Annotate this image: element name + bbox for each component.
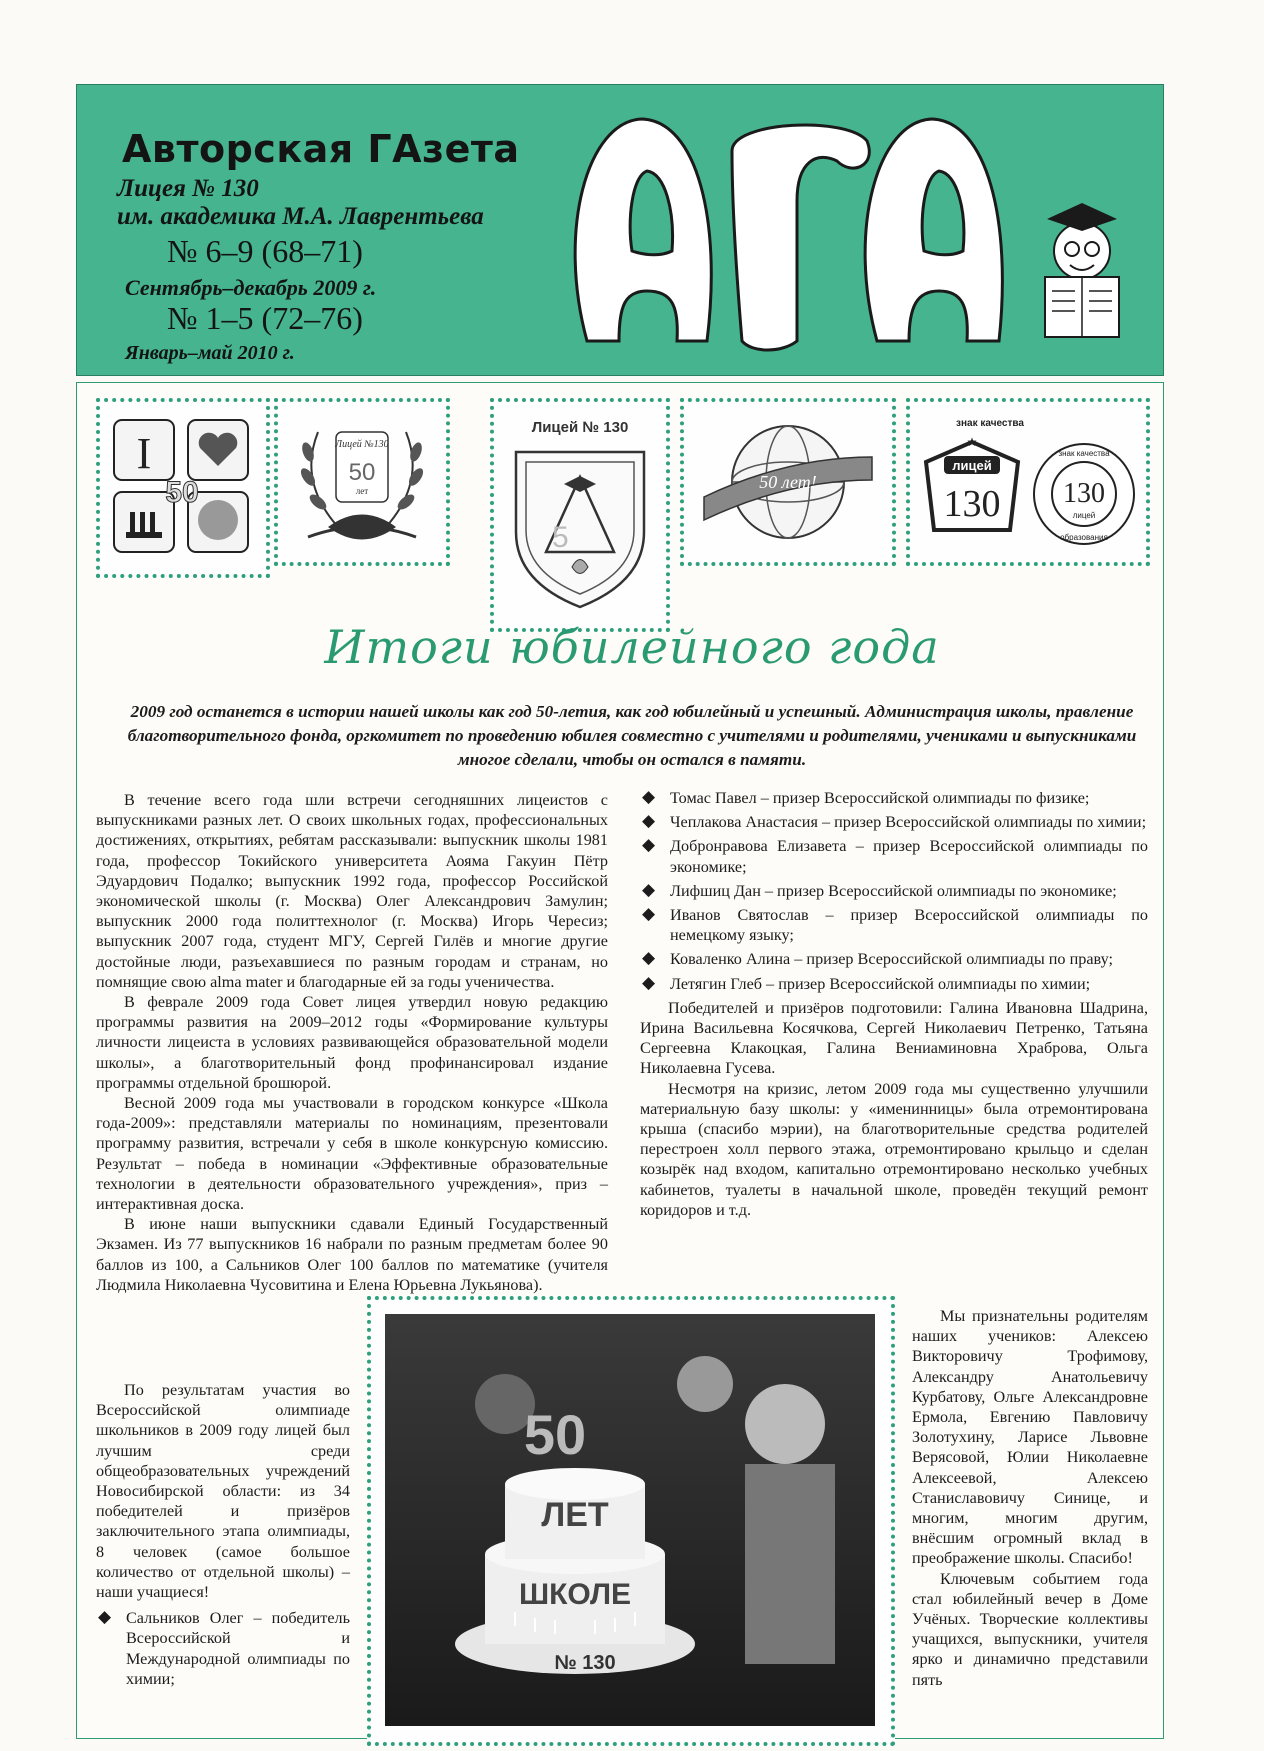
right-paragraph-4: Ключевым событием года стал юбилейный вечер в Доме Учёных. Творческие коллективы учащихся, выпускники, учителя ярко и динамично представили пять — [912, 1569, 1148, 1689]
lyceum-quadrant-emblem-icon — [100, 402, 266, 574]
svg-text:ЛЕТ: ЛЕТ — [541, 1496, 609, 1534]
emblem-5 — [906, 398, 1150, 566]
olympiad-prize-item-3: ◆ Добронравова Елизавета – призер Всероссийской олимпиады по экономике; — [640, 836, 1148, 876]
mascot — [1045, 203, 1119, 337]
lyceum-line: Лицея № 130 — [117, 175, 259, 202]
aga-logo-icon — [547, 91, 1147, 371]
emblem-1 — [96, 398, 270, 578]
olympiad-prize-item-1: ◆ Томас Павел – призер Всероссийской олимпиады по физике; — [640, 788, 1148, 808]
article-headline: Итоги юбилейного года — [324, 620, 940, 674]
svg-text:знак качества: знак качества — [1058, 449, 1110, 458]
issue-date-1: Сентябрь–декабрь 2009 г. — [125, 275, 377, 300]
svg-text:50: 50 — [165, 476, 199, 509]
issue-date-2: Январь–май 2010 г. — [125, 342, 295, 364]
left-paragraph-4: В июне наши выпускники сдавали Единый Государственный Экзамен. Из 77 выпускников 16 набрали по разным предметам более 90 баллов из 100, а Сальников Олег 100 баллов по математике (учителя Людмила Николаевна Чусовитина и Елена Юрьевна Лукьянова). — [96, 1215, 608, 1294]
svg-text:Лицей № 130: Лицей № 130 — [531, 419, 629, 436]
issue-number-2: № 1–5 (72–76) — [167, 300, 363, 336]
olympiad-prize-item-7: ◆ Летягин Глеб – призер Всероссийской олимпиады по химии; — [640, 974, 1148, 994]
olympiad-winner-item: ◆ Сальников Олег – победитель Всероссийской и Международной олимпиады по химии; — [96, 1608, 350, 1689]
svg-text:№ 130: № 130 — [554, 1652, 616, 1674]
emblem-2 — [274, 398, 450, 566]
left-paragraph-3: Весной 2009 года мы участвовали в городском конкурсе «Школа года-2009»: представляли материалы по номинациям, презентовали программу развития, встречали у себя в школе конкурсную комиссию. Результат – победа в номинации «Эффективные образовательные технологии в деятельности образовательного учреждения», приз – интерактивная доска. — [96, 1094, 608, 1214]
shield-crest-emblem-icon — [494, 402, 666, 628]
left-paragraph-2: В феврале 2009 года Совет лицея утвердил новую редакцию программы развития на 2009–2012 годы «Формирование культуры личности лицеиста в условиях развивающейся образовательной модели школы», а благотворительный фонд профинансировал издание программы отдельной брошюрой. — [96, 993, 608, 1092]
svg-text:130: 130 — [943, 483, 1001, 525]
masthead — [76, 84, 1164, 376]
olympiad-prize-item-2: ◆ Чеплакова Анастасия – призер Всероссийской олимпиады по химии; — [640, 812, 1148, 832]
svg-text:Лицей №130: Лицей №130 — [335, 439, 389, 450]
svg-text:знак качества: знак качества — [956, 418, 1024, 429]
emblem-4 — [680, 398, 896, 566]
svg-text:50 лет!: 50 лет! — [759, 472, 817, 492]
right-paragraph-1: Победителей и призёров подготовили: Галина Ивановна Шадрина, Ирина Васильевна Косячкова, Сергей Николаевич Петренко, Татьяна Сергеевна Клакоцкая, Галина Вениаминовна Храброва, Ольга Николаевна Гусева. — [640, 998, 1148, 1078]
laurel-wreath-emblem-icon — [278, 402, 446, 562]
svg-text:50: 50 — [523, 1403, 587, 1466]
svg-text:5: 5 — [552, 521, 569, 554]
right-paragraph-3: Мы признательны родителям наших учеников: Алексею Викторовичу Трофимову, Александру Анатольевичу Курбатову, Ольге Александровне Ермола, Евгению Павловичу Золотухину, Ларисе Львовне Верясовой, Юлии Николаевне Алексеевой, Алексею Станиславовичу Синице, и многим, многим другим, внёсшим огромный вклад в преображение школы. Спасибо! — [912, 1307, 1148, 1568]
right-column-lower — [912, 1306, 1148, 1690]
quality-mark-emblem-icon — [910, 402, 1146, 562]
svg-text:образования: образования — [1060, 533, 1108, 542]
newspaper-title: Авторская ГАзета — [122, 127, 520, 171]
emblem-3 — [490, 398, 670, 632]
issue-number-1: № 6–9 (68–71) — [167, 233, 363, 269]
olympiad-prize-item-6: ◆ Коваленко Алина – призер Всероссийской олимпиады по праву; — [640, 949, 1148, 969]
left-column-upper — [96, 790, 608, 1295]
svg-text:лицей: лицей — [1072, 511, 1096, 520]
anniversary-cake-photo-icon — [385, 1314, 875, 1726]
svg-text:★: ★ — [966, 435, 978, 449]
globe-ribbon-emblem-icon — [684, 402, 892, 562]
svg-text:50: 50 — [348, 459, 376, 486]
right-column-upper — [640, 788, 1148, 1220]
left-column-lower — [96, 1380, 350, 1693]
svg-text:130: 130 — [1063, 478, 1105, 509]
svg-text:I: I — [136, 429, 152, 478]
olympiad-prize-item-4: ◆ Лифшиц Дан – призер Всероссийской олимпиады по экономике; — [640, 881, 1148, 901]
svg-text:ШКОЛЕ: ШКОЛЕ — [518, 1578, 632, 1611]
left-paragraph-1: В течение всего года шли встречи сегодняшних лицеистов с выпускниками разных лет. О своих школьных годах, профессиональных достижениях, открытиях, ребятам рассказывали: выпускник школы 1981 года, профессор Токийского университета Аояма Гакуин Пётр Эдуардович Подалко; выпускник 1992 года, профессор Российской экономической школы (г. Москва) Олег Александрович Замулин; выпускник 2000 года политтехнолог (г. Москва) Игорь Чересиз; выпускник 2007 года, студент МГУ, Сергей Гилёв и многие другие достойные люди, разъехавшиеся по разным городам и странам, но помнящие свою alma mater и благодарные ей за годы ученичества. — [96, 791, 608, 991]
left-paragraph-5: По результатам участия во Всероссийской олимпиаде школьников в 2009 году лицей был лучшим среди общеобразовательных учреждений Новосибирской области: из 34 победителей и призёров заключительного этапа олимпиады, 8 человек (самое большое количество от отдельной школы) – наши учащиеся! — [96, 1381, 350, 1602]
right-paragraph-2: Несмотря на кризис, летом 2009 года мы существенно улучшили материальную базу школы: у «именинницы» была отремонтирована крыша (спасибо мэрии), на благотворительные средства родителей перестроен холл первого этажа, отремонтировано крыльцо и сделан козырёк над входом, капитально отремонтировано несколько учебных кабинетов, туалеты в начальной школе, проведён текущий ремонт коридоров и т.д. — [640, 1079, 1148, 1219]
article-lead: 2009 год останется в истории нашей школы как год 50-летия, как год юбилейный и успешный. Администрация школы, правление благотворительного фонда, оргкомитет по проведению юбилея совместно с учителями и родителями, учениками и выпускниками многое сделали, чтобы он остался в памяти. — [127, 702, 1137, 769]
olympiad-prize-item-5: ◆ Иванов Святослав – призер Всероссийской олимпиады по немецкому языку; — [640, 905, 1148, 945]
svg-text:лет: лет — [355, 486, 369, 496]
academician-line: им. академика М.А. Лаврентьева — [117, 203, 484, 230]
photo-frame — [367, 1296, 895, 1746]
svg-text:лицей: лицей — [952, 458, 992, 473]
